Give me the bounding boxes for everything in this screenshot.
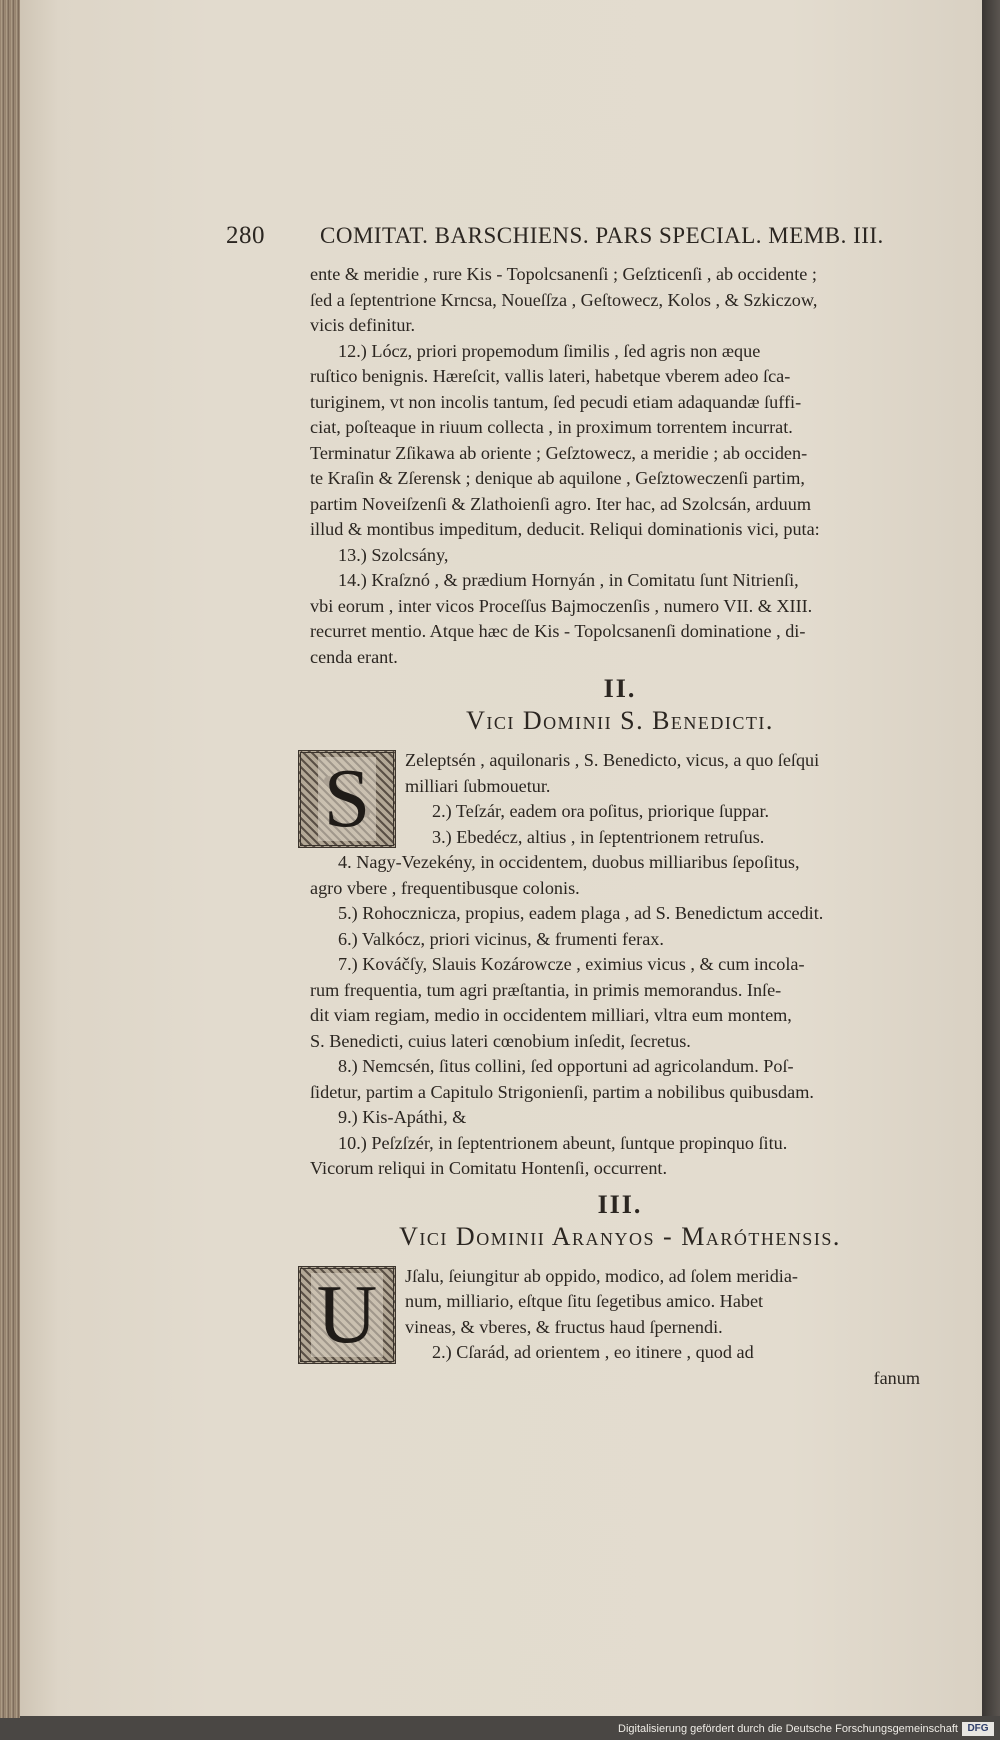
text-line: 2.) Teſzár, eadem ora poſitus, priorique ſuppar. [432, 801, 770, 821]
initial-letter: U [311, 1273, 384, 1357]
dfg-logo: DFG [962, 1722, 994, 1736]
text-line: 8.) Nemcsén, ſitus collini, ſed opportuni ad agricolandum. Poſ- [338, 1056, 794, 1076]
section-2-body [310, 748, 930, 1182]
section-number: II. [603, 674, 637, 703]
text-line: 2.) Cſarád, ad orientem , eo itinere , quod ad [432, 1342, 754, 1362]
gutter-shadow [982, 0, 1000, 1716]
text-line: cenda erant. [310, 646, 398, 667]
text-line: 5.) Rohocznicza, propius, eadem plaga , ad S. Benedictum accedit. [338, 903, 824, 923]
text-line: 12.) Lócz, priori propemodum ſimilis , ſed agris non æque [338, 340, 761, 361]
text-line: num, milliario, eſtque ſitu ſegetibus amico. Habet [405, 1291, 764, 1311]
text-line: vineas, & vberes, & fructus haud ſpernendi. [405, 1316, 723, 1337]
text-line: Terminatur Zſikawa ab oriente ; Geſztowecz, a meridie ; ab occiden- [310, 442, 808, 463]
text-line: ente & meridie , rure Kis - Topolcsanenſi ; Geſzticenſi , ab occidente ; [310, 264, 817, 284]
text-line: 7.) Kováčſy, Slauis Kozárowcze , eximius vicus , & cum incola- [338, 954, 805, 974]
book-page-edge [0, 0, 20, 1740]
text-line: illud & montibus impeditum, deducit. Reliqui dominationis vici, puta: [310, 519, 820, 539]
body-text [310, 262, 930, 1391]
text-line: vicis definitur. [310, 315, 416, 335]
ornamental-initial-s [298, 750, 396, 848]
text-line: Zeleptsén , aquilonaris , S. Benedicto, vicus, a quo ſeſqui [405, 750, 820, 770]
text-line: recurret mentio. Atque hæc de Kis - Topolcsanenſi dominatione , di- [310, 621, 806, 641]
catchword: fanum [873, 1367, 920, 1388]
text-line: rum frequentia, tum agri præſtantia, in primis memorandus. Inſe- [310, 979, 782, 1000]
running-head: COMITAT. BARSCHIENS. PARS SPECIAL. MEMB. III. [320, 223, 884, 248]
text-line: ſed a ſeptentrione Krncsa, Noueſſza , Geſtowecz, Kolos , & Szkiczow, [310, 289, 818, 310]
section-number: III. [597, 1189, 643, 1219]
text-line: 3.) Ebedécz, altius , in ſeptentrionem retruſus. [432, 826, 765, 847]
section-title: Vici Dominii Aranyos - Maróthensis. [399, 1221, 841, 1251]
text-line: 14.) Kraſznó , & prædium Hornyán , in Comitatu ſunt Nitrienſi, [338, 570, 799, 590]
text-line: 9.) Kis-Apáthi, & [338, 1107, 467, 1127]
text-line: te Kraſin & Zſerensk ; denique ab aquilone , Geſztoweczenſi partim, [310, 468, 805, 488]
text-line: ruſtico benignis. Hæreſcit, vallis lateri, habetque vberem adeo ſca- [310, 366, 791, 386]
text-line: ciat, poſteaque in riuum collecta , in proximum torrentem incurrat. [310, 417, 793, 437]
intro-paragraphs [310, 262, 930, 670]
text-line: 10.) Peſzſzér, in ſeptentrionem abeunt, ſuntque propinquo ſitu. [338, 1132, 788, 1153]
text-line: 13.) Szolcsány, [338, 544, 449, 565]
text-line: vbi eorum , inter vicos Proceſſus Bajmoczenſis , numero VII. & XIII. [310, 595, 813, 616]
text-line: turiginem, vt non incolis tantum, ſed pecudi etiam adaquandæ ſuffi- [310, 391, 802, 412]
text-line: partim Noveiſzenſi & Zlathoienſi agro. Iter hac, ad Szolcsán, arduum [310, 493, 811, 514]
text-line: 6.) Valkócz, priori vicinus, & frumenti ferax. [338, 928, 664, 949]
ornamental-initial-u [298, 1266, 396, 1364]
section-3-body [310, 1264, 930, 1392]
text-line: dit viam regiam, medio in occidentem milliari, vltra eum montem, [310, 1005, 792, 1025]
text-line: milliari ſubmouetur. [405, 775, 551, 796]
digitization-credit: Digitalisierung gefördert durch die Deutsche Forschungsgemeinschaft [618, 1723, 958, 1735]
page-header [226, 222, 906, 258]
text-line: Vicorum reliqui in Comitatu Hontenſi, occurrent. [310, 1158, 668, 1178]
text-line: ſidetur, partim a Capitulo Strigonienſi, partim a nobilibus quibusdam. [310, 1081, 814, 1102]
page-number: 280 [226, 222, 265, 249]
text-line: S. Benedicti, cuius lateri cœnobium inſedit, ſecretus. [310, 1030, 691, 1051]
text-line: 4. Nagy-Vezekény, in occidentem, duobus milliaribus ſepoſitus, [338, 852, 800, 872]
digitization-footer [0, 1718, 1000, 1740]
initial-letter: S [318, 757, 377, 841]
section-title: Vici Dominii S. Benedicti. [466, 706, 774, 735]
text-line: agro vbere , frequentibusque colonis. [310, 877, 580, 898]
text-line: Jſalu, ſeiungitur ab oppido, modico, ad ſolem meridia- [405, 1265, 798, 1286]
